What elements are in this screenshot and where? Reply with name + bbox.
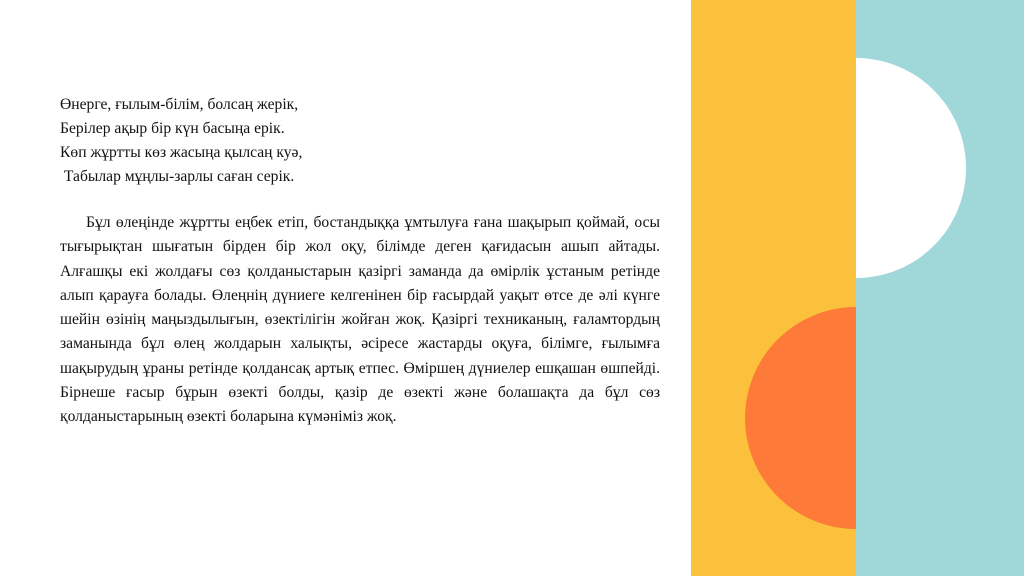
poem-line-4: Табылар мұңлы-зарлы саған серік. xyxy=(60,168,295,185)
commentary-paragraph: Бұл өлеңінде жұртты еңбек етіп, бостандыққа ұмтылуға ғана шақырып қоймай, осы тығырықтан шығатын бірден бір жол оқу, білімде деген қағидасын ашып айтады. Алғашқы екі жолдағы сөз қолданыстарын қазіргі заманда да өмірлік ұстаным ретінде алып қарауға болады. Өлеңнің дүниеге келгенінен бір ғасырдай уақыт өтсе де әлі күнге шейін өзінің маңыздылығын, өзектілігін жойған жоқ. Қазіргі техниканың, ғаламтордың заманында бұл өлең жолдарын халықты, әсіресе жастарды оқуға, білімге, ғылымға шақырудың ұраны ретінде қолдансақ артық етпес. Өміршең дүниелер ешқашан өшпейді. Бірнеше ғасыр бұрын өзекті болды, қазір де өзекті және болашақта да бұл сөз қолданыстарының өзекті боларына күмәніміз жоқ. xyxy=(60,214,660,426)
yellow-panel xyxy=(691,0,856,576)
poem-stanza xyxy=(60,93,660,189)
white-half-circle xyxy=(856,58,966,278)
orange-half-circle xyxy=(745,307,856,529)
teal-panel xyxy=(856,0,1024,576)
slide-text-area xyxy=(60,93,660,430)
poem-line-1: Өнерге, ғылым-білім, болсаң жерік, xyxy=(60,96,299,113)
poem-line-2: Берілер ақыр бір күн басыңа ерік. xyxy=(60,120,285,137)
poem-line-3: Көп жұртты көз жасыңа қылсаң куә, xyxy=(60,144,303,161)
